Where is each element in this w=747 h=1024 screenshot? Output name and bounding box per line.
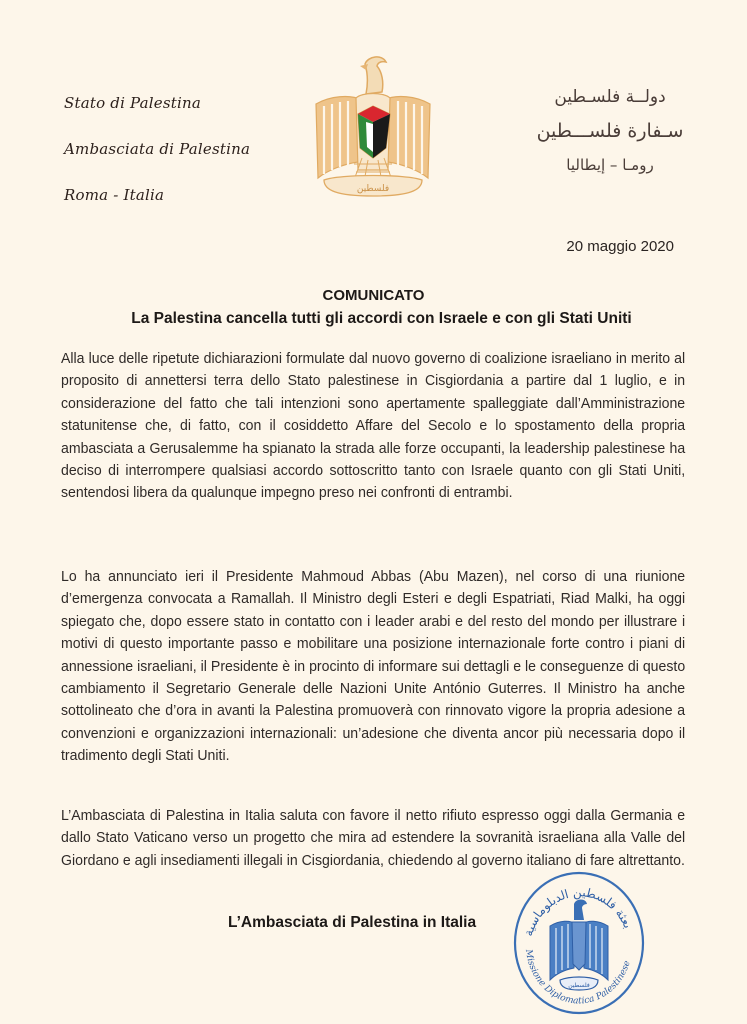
paragraph-2: Lo ha annunciato ieri il Presidente Mahmoud Abbas (Abu Mazen), nel corso di una riunione d’emergenza convocata a Ramallah. Il Ministro degli Esteri e degli Espatriati, Riad Malki, ha oggi spiegato che, dopo essere stato in contatto con i leader arabi e del resto del mondo per illustrare i motivi di questo importante passo e mobilitare una posizione internazionale forte contro i piani di annessione israeliani, il Presidente è in procinto di informare sui dettagli e le conseguenze di questo cambiamento il Segretario Generale delle Nazioni Unite António Guterres. Il Ministro ha anche sottolineato che d’ora in avanti la Palestina promuoverà con rinnovato vigore la propria adesione a convenzioni e organizzazioni internazionali: un’adesione che diventa ancor più necessaria dopo il tradimento degli Stati Uniti. (61, 568, 686, 765)
letterhead-italian (64, 80, 250, 218)
eagle-emblem-icon (310, 52, 436, 202)
document-title: La Palestina cancella tutti gli accordi con Israele e con gli Stati Uniti (131, 310, 632, 327)
palestinian-eagle-emblem (310, 52, 436, 202)
emblem-scroll-text: فلسطين (356, 184, 390, 194)
letterhead-arabic-embassy: سـفارة فلســـطين (536, 120, 684, 142)
paragraph-1: Alla luce delle ripetute dichiarazioni formulate dal nuovo governo di coalizione israeliano in merito al proposito di annettersi terra dello Stato palestinese in Cisgiordania a partire dal 1 luglio, e in considerazione del fatto che tali intenzioni sono apertamente spalleggiate dall’Amministrazione statunitense che, di fatto, con il cosiddetto Affare del Secolo e lo spostamento della propria ambasciata a Gerusalemme ha spianato la strada alle forze occupanti, la leadership palestinese ha deciso di interrompere qualsiasi accordo sottoscritto tanto con Israele quanto con gli Stati Uniti, sentendosi libera da qualunque impegno preso nei confronti di entrambi. (61, 350, 686, 502)
stamp-arabic-text: بعثة فلسطين الدبلوماسية (521, 885, 636, 938)
letterhead-line-city: Roma - Italia (64, 186, 165, 204)
document-date: 20 maggio 2020 (566, 238, 674, 255)
signature-line: L’Ambasciata di Palestina in Italia (228, 914, 477, 931)
stamp-seal-icon (510, 868, 648, 1018)
letterhead-arabic (525, 80, 695, 182)
paragraph-3: L’Ambasciata di Palestina in Italia saluta con favore il netto rifiuto espresso oggi dalla Germania e dallo Stato Vaticano verso un progetto che mira ad estendere la sovranità israeliana alla Valle del Giordano e agli insediamenti illegali in Cisgiordania, chiedendo al governo italiano di fare altrettanto. (61, 807, 686, 869)
stamp-italian-text: Missione Diplomatica Palestinese (522, 948, 633, 1007)
letterhead-arabic-state: دولــة فلسـطين (554, 87, 666, 107)
official-stamp (510, 868, 648, 1018)
letterhead-line-state: Stato di Palestina (64, 94, 202, 112)
letterhead-line-embassy: Ambasciata di Palestina (64, 140, 251, 158)
letterhead-arabic-city: رومـا – إيطاليا (566, 156, 654, 174)
stamp-scroll-text: فلسطين (568, 982, 590, 989)
document-type-heading: COMUNICATO (322, 287, 425, 304)
